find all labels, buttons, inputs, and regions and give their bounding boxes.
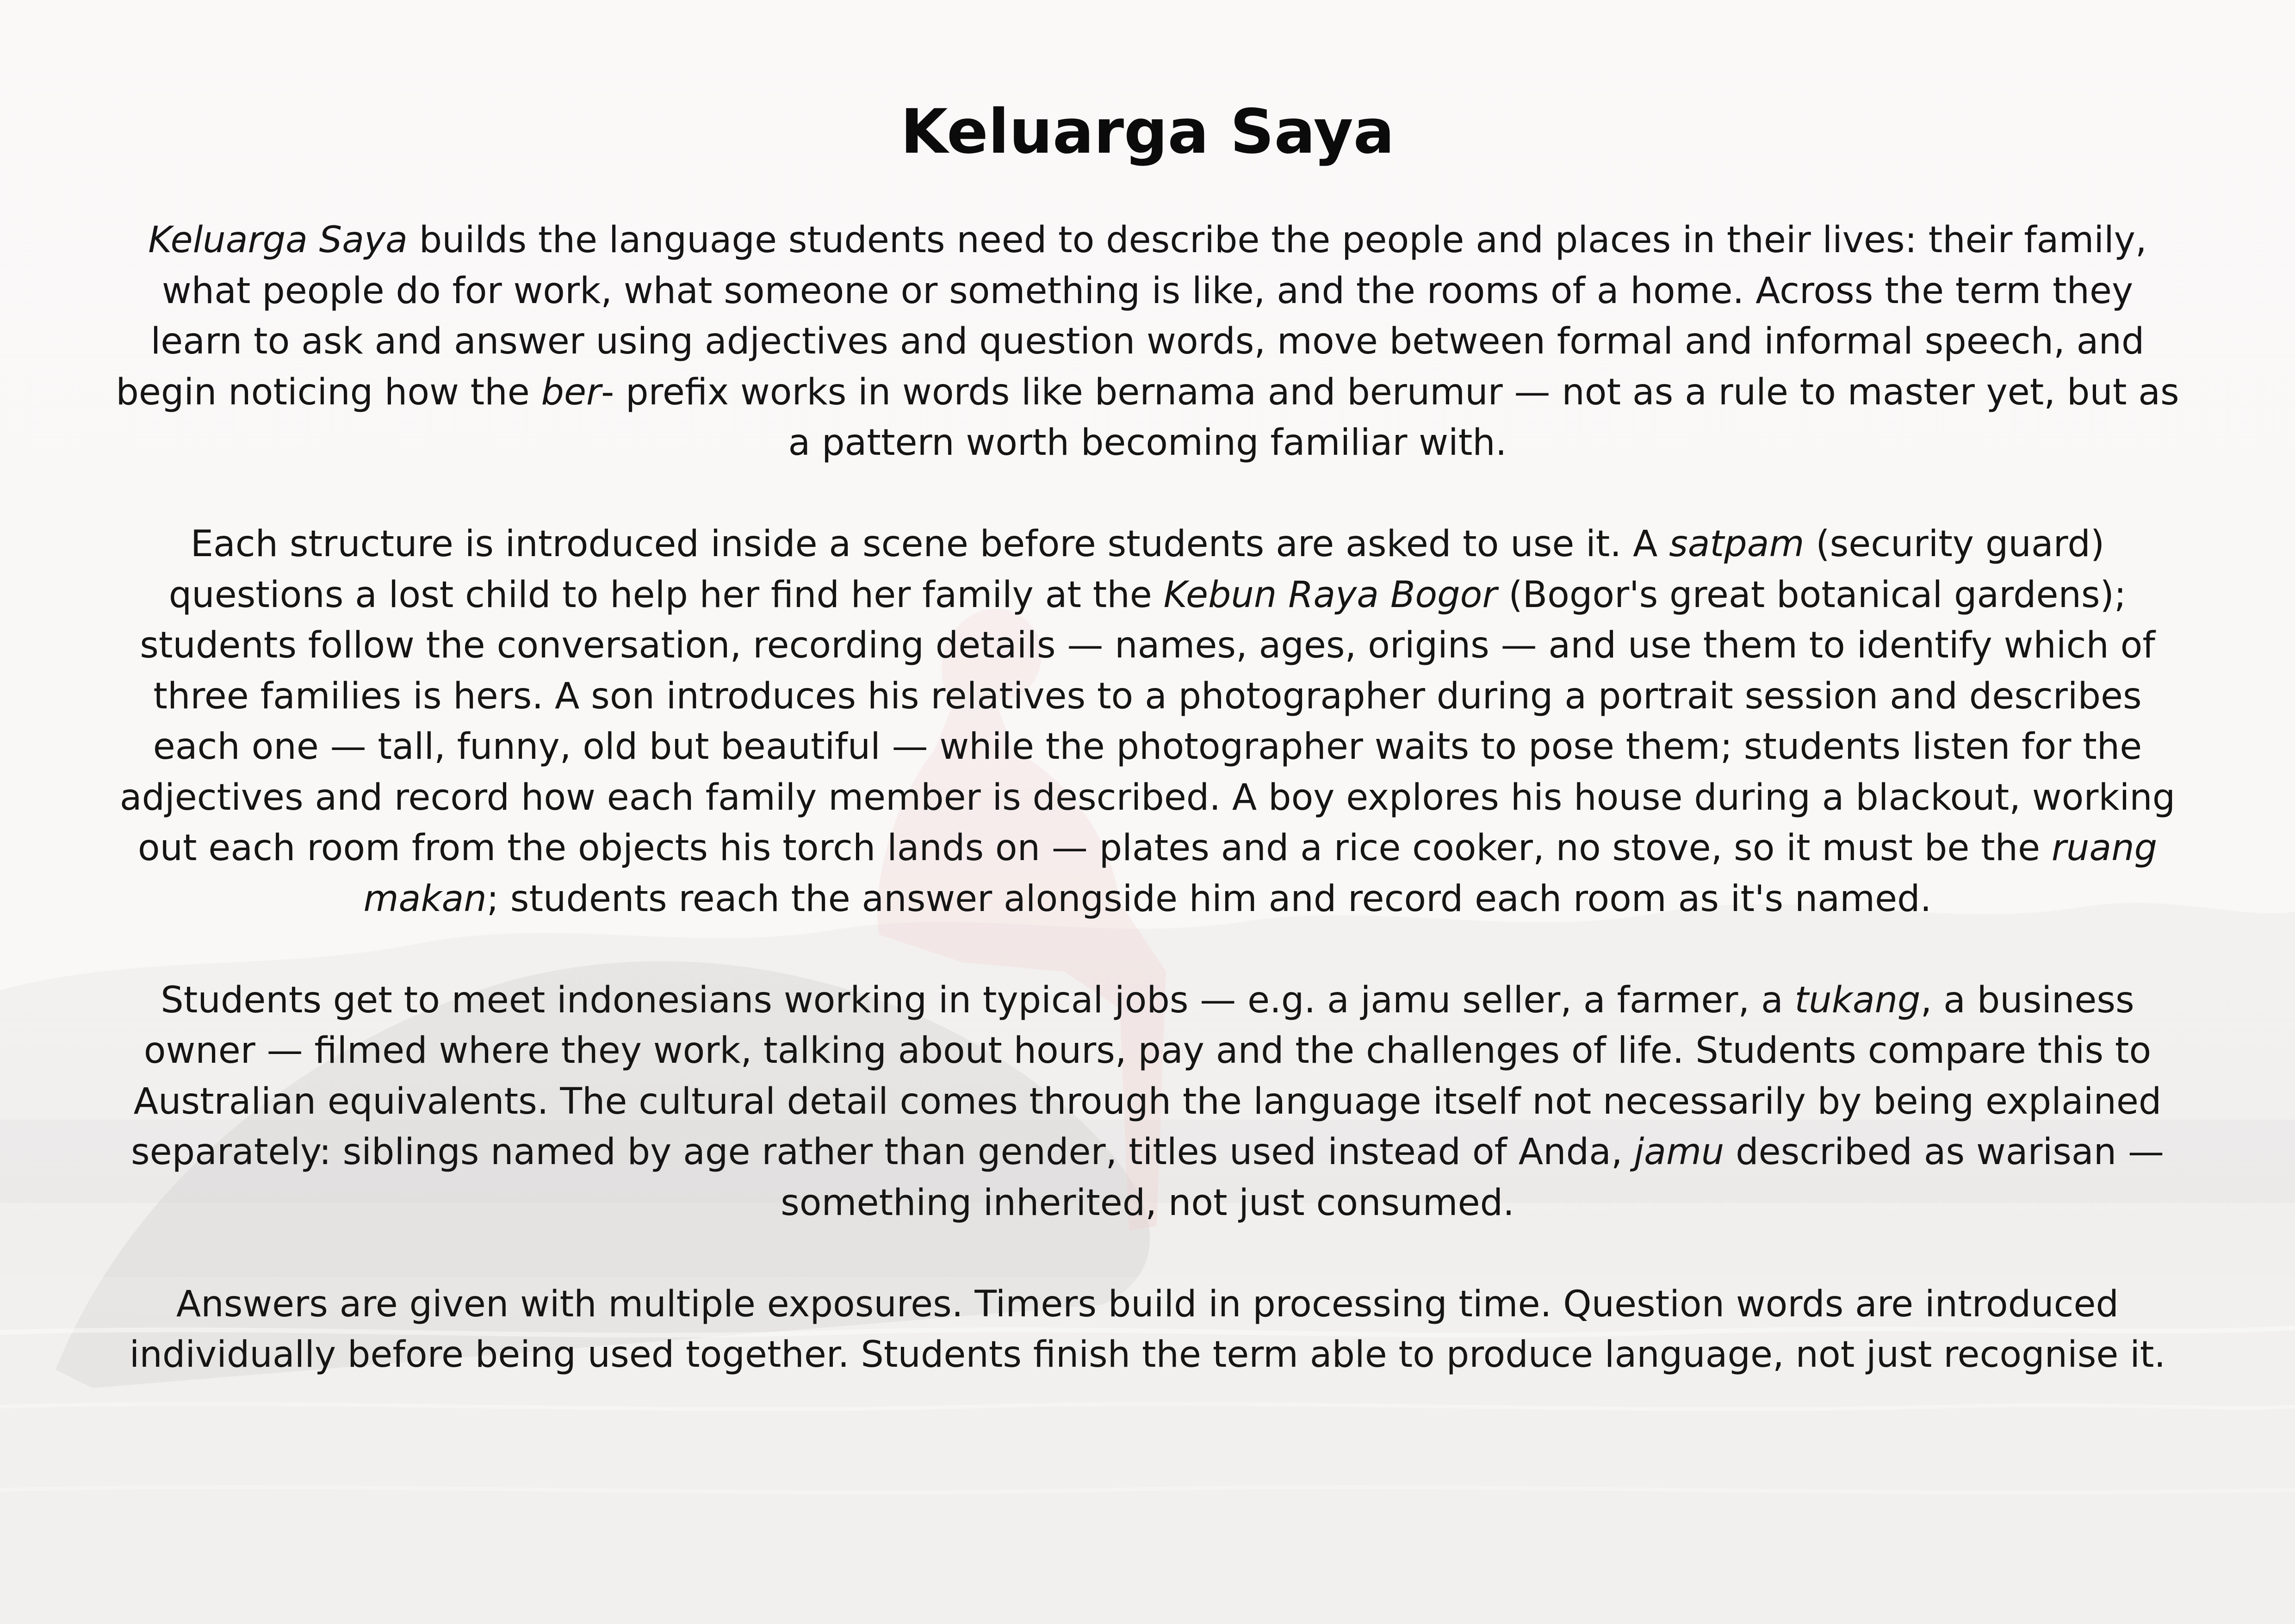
paragraph-text: Students get to meet indonesians working in typical jobs — e.g. a jamu seller, a farmer, a: [161, 979, 1795, 1021]
paragraph-text: (security guard) questions a lost child to help her find her family at the: [168, 523, 2105, 616]
paragraph-scenes: [111, 519, 2184, 924]
paragraph-text: jamu: [1634, 1131, 1724, 1173]
paragraph-culture: [111, 975, 2184, 1229]
paragraph-text: ruang makan: [363, 827, 2158, 920]
paragraph-text: ; students reach the answer alongside him and record each room as it's named.: [486, 878, 1932, 920]
paragraph-text: Kebun Raya Bogor: [1163, 574, 1497, 616]
paragraph-text: tukang: [1794, 979, 1921, 1021]
paragraph-text: satpam: [1669, 523, 1805, 565]
page-title: Keluarga Saya: [900, 96, 1395, 167]
paragraph-intro: [111, 215, 2184, 469]
paragraph-text: ber: [541, 371, 602, 413]
paragraph-text: , a business owner — filmed where they work, talking about hours, pay and the challenges of life. Students compare this to Australian equivalents. The cultural detail comes through the language itself not necessarily by being explained separately: siblings named by age rather than gender, titles used instead of Anda,: [131, 979, 2162, 1173]
paragraph-text: - prefix works in words like bernama and berumur — not as a rule to master yet, but as a pattern worth becoming familiar with.: [601, 371, 2179, 464]
paragraph-text: Answers are given with multiple exposures. Timers build in processing time. Question words are introduced individually before being used together. Students finish the term able to produce language, not just recognise it.: [129, 1283, 2166, 1376]
paragraph-text: (Bogor's great botanical gardens); students follow the conversation, recording details — names, ages, origins — and use them to identify which of three families is hers. A son introduces his relatives to a photographer during a portrait session and describes each one — tall, funny, old but beautiful — while the photographer waits to pose them; students listen for the adjectives and record how each family member is described. A boy explores his house during a blackout, working out each room from the objects his torch lands on — plates and a rice cooker, no stove, so it must be the: [119, 574, 2176, 869]
paragraph-text: described as warisan — something inherited, not just consumed.: [781, 1131, 2164, 1224]
paragraph-text: Keluarga Saya: [148, 219, 408, 261]
paragraph-outcomes: [111, 1279, 2184, 1381]
paragraph-text: Each structure is introduced inside a scene before students are asked to use it. A: [190, 523, 1669, 565]
paragraph-text: builds the language students need to describe the people and places in their lives: their family, what people do for work, what someone or something is like, and the rooms of a home. Across the term they learn to ask and answer using adjectives and question words, move between formal and informal speech, and begin noticing how the: [116, 219, 2147, 413]
document-content: [111, 0, 2184, 1381]
